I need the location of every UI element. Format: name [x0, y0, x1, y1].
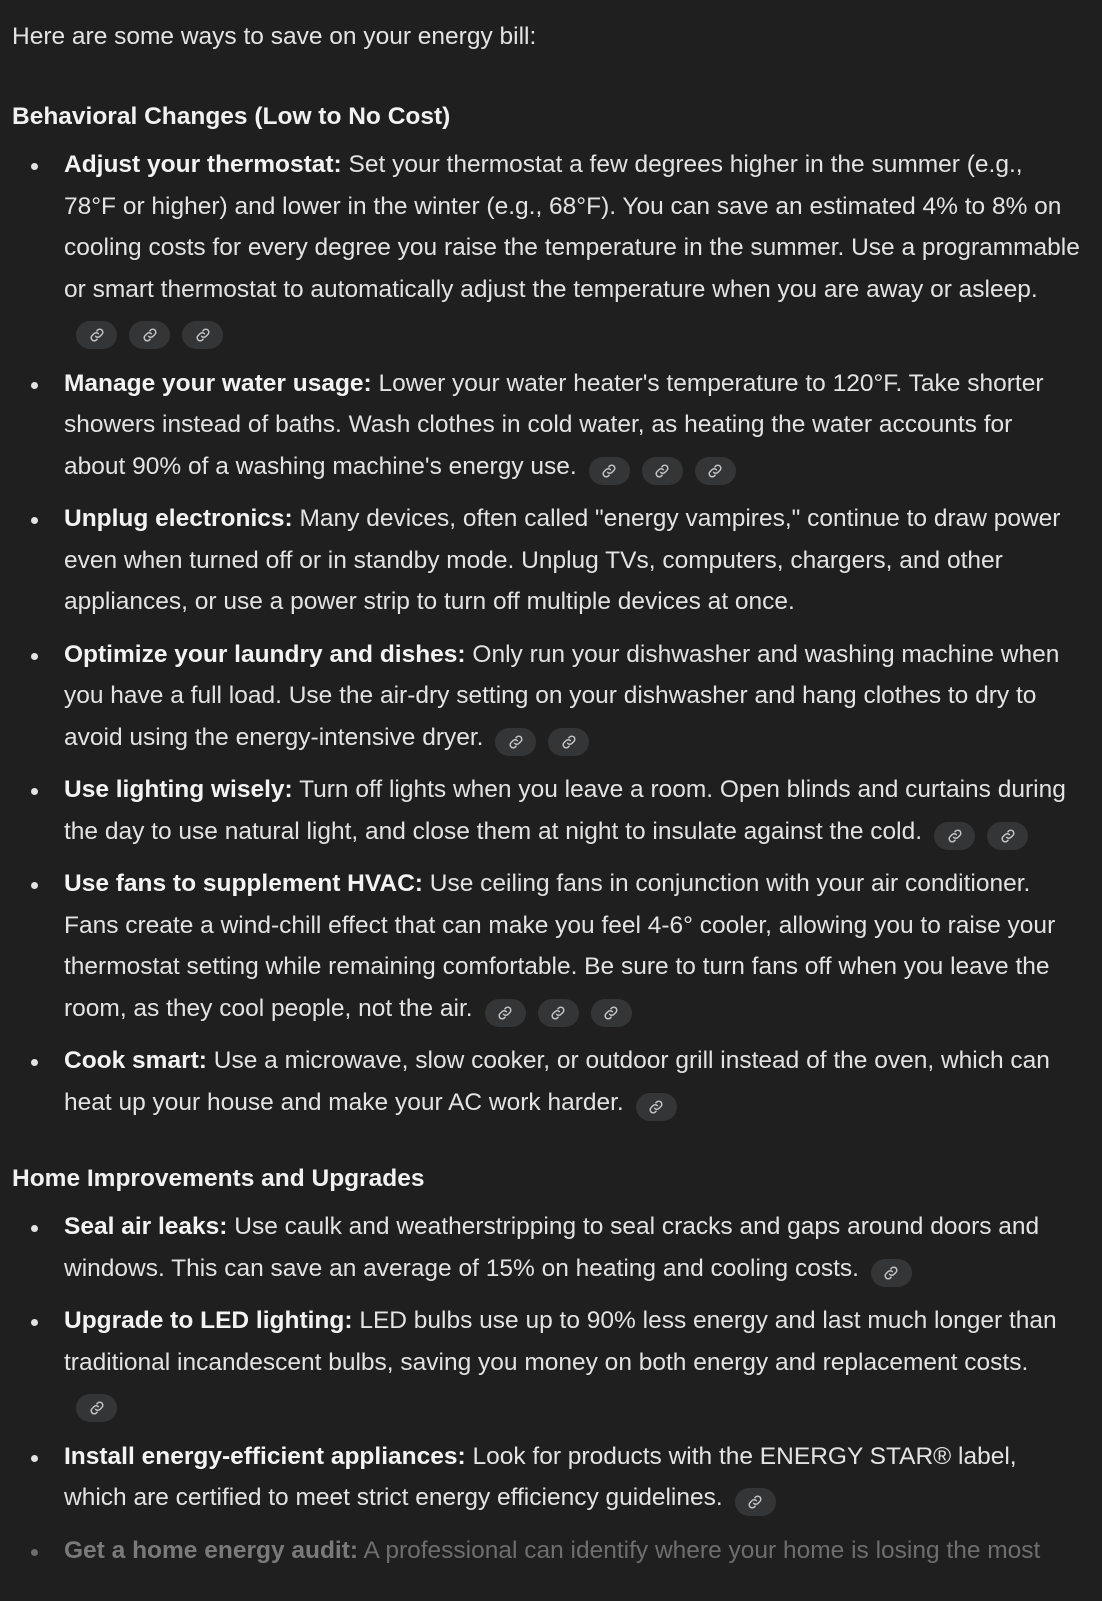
source-link-chip[interactable] — [589, 457, 630, 485]
link-icon — [1000, 828, 1016, 844]
source-link-chip[interactable] — [871, 1259, 912, 1287]
item-text: Look for products with the ENERGY STAR® label, which are certified to meet strict energy efficiency guidelines. — [64, 1442, 1017, 1511]
link-icon — [550, 1005, 566, 1021]
item-title: Adjust your thermostat: — [64, 151, 342, 178]
item-title: Use lighting wisely: — [64, 776, 293, 803]
list-item — [12, 144, 1080, 352]
link-icon — [947, 828, 963, 844]
source-link-chip[interactable] — [695, 457, 736, 485]
source-link-chip[interactable] — [642, 457, 683, 485]
item-text: Set your thermostat a few degrees higher in the summer (e.g., 78°F or higher) and lower in the winter (e.g., 68°F). You can save an estimated 4% to 8% on cooling costs for every degree you raise the temperature in the summer. Use a programmable or smart thermostat to automatically adjust the temperature when you are away or asleep. — [64, 151, 1080, 303]
link-icon — [601, 463, 617, 479]
response-content — [12, 19, 1080, 1571]
item-text: LED bulbs use up to 90% less energy and last much longer than traditional incandescent bulbs, saving you money on both energy and replacement costs. — [64, 1307, 1057, 1376]
section-heading-home-improvements: Home Improvements and Upgrades — [12, 1165, 425, 1192]
item-text: Use ceiling fans in conjunction with your air conditioner. Fans create a wind-chill effect that can make you feel 4-6° cooler, allowing you to raise your thermostat setting while remaining comfortable. Be sure to turn fans off when you leave the room, as they cool people, not the air. — [64, 870, 1056, 1022]
source-link-chip[interactable] — [934, 822, 975, 850]
item-text: Turn off lights when you leave a room. Open blinds and curtains during the day to use natural light, and close them at night to insulate against the cold. — [64, 776, 1066, 845]
item-title: Cook smart: — [64, 1047, 207, 1074]
source-link-chip[interactable] — [76, 1394, 117, 1422]
link-icon — [142, 327, 158, 343]
link-icon — [603, 1005, 619, 1021]
link-icon — [883, 1265, 899, 1281]
list-item — [12, 769, 1080, 852]
intro-text: Here are some ways to save on your energy bill: — [12, 23, 537, 50]
link-icon — [561, 734, 577, 750]
item-title: Seal air leaks: — [64, 1213, 228, 1240]
link-icon — [89, 327, 105, 343]
source-link-chip[interactable] — [735, 1488, 776, 1516]
item-title: Optimize your laundry and dishes: — [64, 640, 466, 668]
link-icon — [707, 463, 723, 479]
link-icon — [654, 463, 670, 479]
item-text: Lower your water heater's temperature to 120°F. Take shorter showers instead of baths. Wash clothes in cold water, as heating the water accounts for about 90% of a washing machine's energy use. — [64, 369, 1044, 480]
list-item — [12, 1436, 1080, 1519]
source-link-chip[interactable] — [485, 999, 526, 1027]
item-title: Upgrade to LED lighting: — [64, 1307, 353, 1334]
item-text: Many devices, often called "energy vampires," continue to draw power even when turned off or in standby mode. Unplug TVs, computers, chargers, and other appliances, or use a power strip to turn off multiple devices at once. — [64, 505, 1061, 615]
item-title: Manage your water usage: — [64, 369, 372, 397]
item-text: Use caulk and weatherstripping to seal cracks and gaps around doors and windows. This can save an average of 15% on heating and cooling costs. — [64, 1213, 1040, 1282]
link-icon — [89, 1400, 105, 1416]
source-link-chip[interactable] — [495, 728, 536, 756]
source-link-chip[interactable] — [636, 1093, 677, 1121]
list-item — [12, 363, 1080, 488]
behavioral-list — [12, 144, 1080, 1123]
section-heading-behavioral: Behavioral Changes (Low to No Cost) — [12, 103, 451, 130]
source-link-chip[interactable] — [182, 321, 223, 349]
item-text: Use a microwave, slow cooker, or outdoor grill instead of the oven, which can heat up your house and make your AC work harder. — [64, 1047, 1050, 1116]
source-link-chip[interactable] — [548, 728, 589, 756]
list-item — [12, 634, 1080, 759]
link-icon — [747, 1494, 763, 1510]
item-text: A professional can identify where your home is losing the most — [358, 1536, 1041, 1564]
link-icon — [508, 734, 524, 750]
list-item — [12, 1530, 1080, 1572]
source-link-chip[interactable] — [591, 999, 632, 1027]
item-title: Unplug electronics: — [64, 505, 293, 532]
link-icon — [648, 1099, 664, 1115]
link-icon — [497, 1005, 513, 1021]
list-item — [12, 498, 1080, 623]
item-title: Get a home energy audit: — [64, 1536, 359, 1564]
source-link-chip[interactable] — [987, 822, 1028, 850]
link-icon — [195, 327, 211, 343]
source-link-chip[interactable] — [129, 321, 170, 349]
source-link-chip[interactable] — [76, 321, 117, 349]
list-item — [12, 1206, 1080, 1289]
home-improvements-list — [12, 1206, 1080, 1571]
list-item — [12, 1300, 1080, 1425]
item-title: Install energy-efficient appliances: — [64, 1442, 466, 1470]
list-item — [12, 1040, 1080, 1123]
source-link-chip[interactable] — [538, 999, 579, 1027]
list-item — [12, 863, 1080, 1029]
item-text: Only run your dishwasher and washing machine when you have a full load. Use the air-dry setting on your dishwasher and hang clothes to dry to avoid using the energy-intensive dryer. — [64, 640, 1060, 751]
item-title: Use fans to supplement HVAC: — [64, 870, 423, 897]
